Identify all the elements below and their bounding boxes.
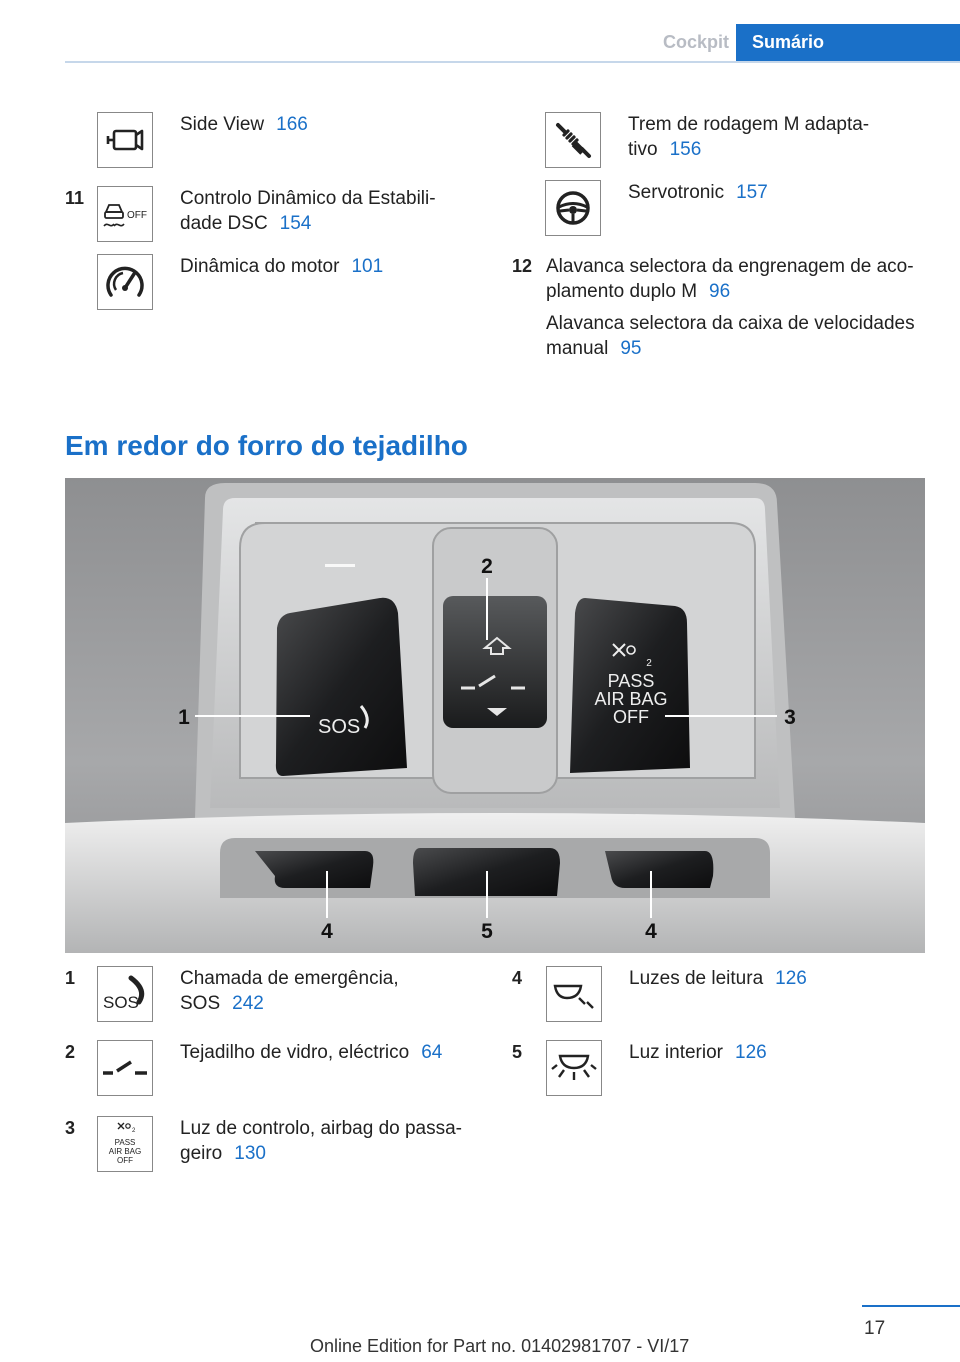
tab-cockpit[interactable]: Cockpit bbox=[662, 32, 729, 52]
entry-label: Dinâmica do motor bbox=[180, 256, 340, 277]
svg-text:AIR BAG: AIR BAG bbox=[108, 1147, 142, 1156]
item-number: 5 bbox=[512, 1042, 523, 1062]
item-number: 2 bbox=[65, 1042, 76, 1062]
svg-text:SOS: SOS bbox=[318, 716, 361, 738]
entry-side-view bbox=[65, 112, 308, 168]
callout-5: 5 bbox=[481, 920, 493, 943]
entry-label-cont: tivo bbox=[628, 139, 658, 160]
entry-label: Luz interior bbox=[629, 1042, 723, 1063]
sos-icon bbox=[97, 966, 153, 1022]
page-link[interactable]: 242 bbox=[232, 993, 264, 1014]
glass-roof-icon bbox=[97, 1040, 153, 1096]
svg-text:2: 2 bbox=[132, 1128, 136, 1134]
page-link[interactable]: 64 bbox=[421, 1042, 443, 1063]
legend-item-sos: 1 SOS Chamada de emergência, SOS 242 bbox=[65, 966, 399, 1022]
legend-item-airbag: 3 2 PASS AIR BAG OFF Luz de controlo, airbag do passa- geiro 130 bbox=[65, 1116, 462, 1172]
page-link[interactable]: 126 bbox=[735, 1042, 767, 1063]
entry-label: Chamada de emergência, bbox=[180, 968, 399, 989]
svg-text:PASS: PASS bbox=[607, 671, 655, 691]
entry-dsc bbox=[65, 186, 436, 242]
svg-text:OFF: OFF bbox=[127, 210, 147, 221]
reading-light-icon bbox=[546, 966, 602, 1022]
passenger-airbag-off-icon bbox=[97, 1116, 153, 1172]
entry-label: Controlo Dinâmico da Estabili- bbox=[180, 188, 436, 209]
callout-3: 3 bbox=[784, 706, 796, 729]
roof-console-photo bbox=[65, 478, 925, 953]
page-link[interactable]: 154 bbox=[279, 213, 312, 234]
page-link[interactable]: 130 bbox=[234, 1143, 266, 1164]
legend-item-glass-roof bbox=[65, 1040, 442, 1096]
entry-label-cont: dade DSC bbox=[180, 213, 268, 234]
footer-rule bbox=[862, 1305, 960, 1307]
gauge-icon bbox=[97, 254, 153, 310]
page-link[interactable]: 95 bbox=[620, 338, 642, 359]
page-link[interactable]: 157 bbox=[736, 182, 768, 203]
item-number: 11 bbox=[65, 188, 85, 208]
footer-edition: Online Edition for Part no. 01402981707 - VI/17 bbox=[310, 1336, 690, 1356]
entry-servotronic bbox=[545, 180, 768, 236]
svg-text:AIR BAG: AIR BAG bbox=[594, 689, 668, 709]
legend-item-interior-light bbox=[512, 1040, 767, 1096]
tab-sumario[interactable]: Sumário bbox=[736, 24, 960, 61]
entry-label: Servotronic bbox=[628, 182, 725, 203]
camera-icon bbox=[97, 112, 153, 168]
steering-wheel-icon bbox=[545, 180, 601, 236]
entry-engine-dynamics bbox=[65, 254, 383, 310]
interior-light-icon bbox=[546, 1040, 602, 1096]
section-title: Em redor do forro do tejadilho bbox=[65, 430, 468, 461]
callout-4a: 4 bbox=[321, 920, 333, 943]
callout-1: 1 bbox=[178, 706, 190, 729]
shock-absorber-icon bbox=[545, 112, 601, 168]
header-tabs bbox=[636, 24, 960, 61]
item-number: 1 bbox=[65, 968, 76, 988]
item12-para1: Alavanca selectora da engrenagem de aco- plamento duplo M 96 bbox=[546, 256, 914, 302]
page-link[interactable]: 156 bbox=[669, 139, 702, 160]
svg-text:2: 2 bbox=[646, 658, 652, 669]
svg-text:OFF: OFF bbox=[117, 1156, 133, 1165]
entry-label: Luz de controlo, airbag do passa- bbox=[180, 1118, 463, 1139]
item-number: 4 bbox=[512, 968, 523, 988]
item-number: 12 bbox=[512, 256, 533, 276]
entry-label: Side View bbox=[180, 114, 265, 135]
item-number: 3 bbox=[65, 1118, 76, 1138]
svg-text:SOS: SOS bbox=[103, 993, 139, 1012]
header-rule bbox=[65, 61, 960, 63]
page-link[interactable]: 166 bbox=[276, 114, 308, 135]
callout-4b: 4 bbox=[645, 920, 657, 943]
entry-adaptive-suspension bbox=[545, 112, 869, 168]
callout-2: 2 bbox=[481, 555, 493, 578]
page-link[interactable]: 101 bbox=[351, 256, 384, 277]
page-number: 17 bbox=[864, 1318, 886, 1339]
entry-label: Tejadilho de vidro, eléctrico bbox=[180, 1042, 410, 1063]
svg-text:OFF: OFF bbox=[613, 707, 649, 727]
page-link[interactable]: 96 bbox=[709, 281, 731, 302]
dsc-off-icon bbox=[97, 186, 153, 242]
item12-para2: Alavanca selectora da caixa de velocidades manual 95 bbox=[546, 313, 915, 359]
entry-label: Trem de rodagem M adapta- bbox=[628, 114, 870, 135]
page-link[interactable]: 126 bbox=[775, 968, 807, 989]
svg-text:PASS: PASS bbox=[114, 1138, 136, 1147]
entry-label: Luzes de leitura bbox=[629, 968, 764, 989]
legend-item-reading-lights bbox=[512, 966, 807, 1022]
